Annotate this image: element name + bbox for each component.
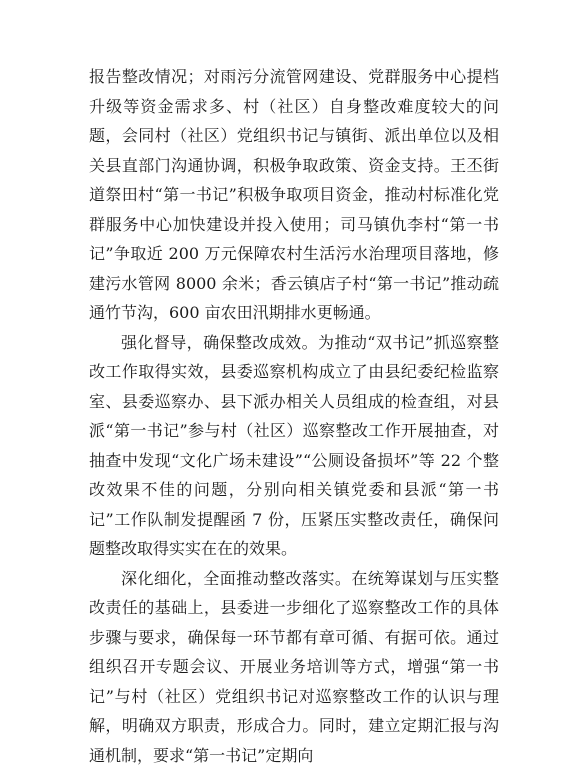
paragraph-continued: 报告整改情况；对雨污分流管网建设、党群服务中心提档升级等资金需求多、村（社区）自身整改难度较大的问题，会同村（社区）党组织书记与镇街、派出单位以及相关县直部门沟通协调，积极争取政策、资金支持。王丕街道祭田村“第一书记”积极争取项目资金，推动村标准化党群服务中心加快建设并投入使用；司马镇仇李村“第一书记”争取近 200 万元保障农村生活污水治理项目落地，修建污水管网 8000 余米；香云镇店子村“第一书记”推动疏通竹节沟，600 亩农田汛期排水更畅通。	[89, 62, 499, 328]
paragraph-implementation: 深化细化，全面推动整改落实。在统筹谋划与压实整改责任的基础上，县委进一步细化了巡察整改工作的具体步骤与要求，确保每一环节都有章可循、有据可依。通过组织召开专题会议、开展业务培训等方式，增强“第一书记”与村（社区）党组织书记对巡察整改工作的认识与理解，明确双方职责，形成合力。同时，建立定期汇报与沟通机制，要求“第一书记”定期向	[89, 564, 499, 770]
document-body	[89, 62, 499, 770]
paragraph-supervision: 强化督导，确保整改成效。为推动“双书记”抓巡察整改工作取得实效，县委巡察机构成立了由县纪委纪检监察室、县委巡察办、县下派办相关人员组成的检查组，对县派“第一书记”参与村（社区）巡察整改工作开展抽查，对抽查中发现“文化广场未建设”“公厕设备损坏”等 22 个整改效果不佳的问题，分别向相关镇党委和县派“第一书记”工作队制发提醒函 7 份，压紧压实整改责任，确保问题整改取得实实在在的效果。	[89, 328, 499, 564]
